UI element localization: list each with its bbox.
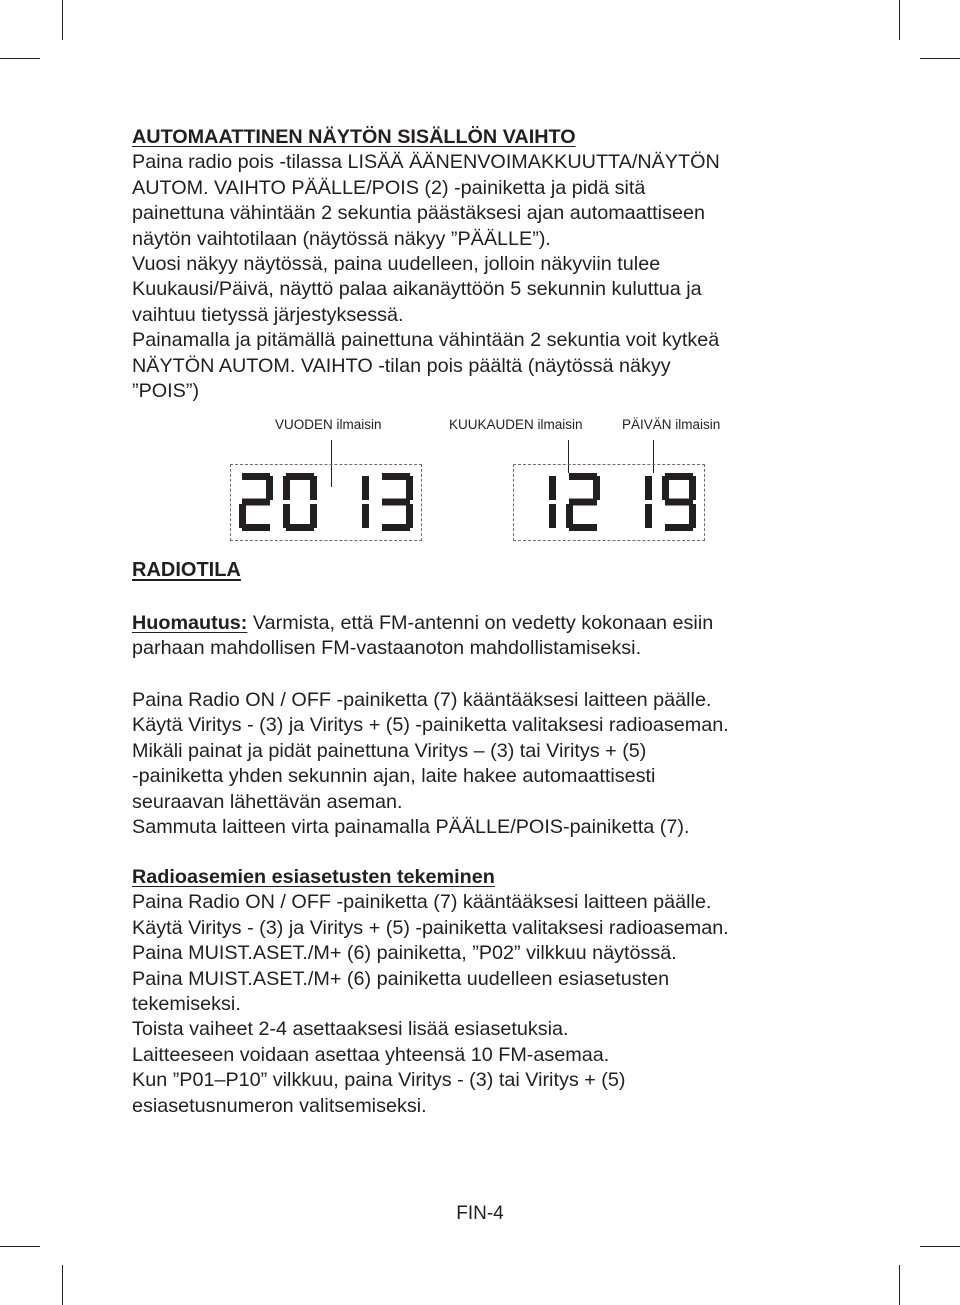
paragraph-line: painettuna vähintään 2 sekuntia päästäksesi ajan automaattiseen [132,202,705,225]
paragraph-line: Mikäli painat ja pidät painettuna Viritys – (3) tai Viritys + (5) [132,739,647,762]
presets-section [132,865,852,1119]
crop-mark [920,58,960,59]
paragraph-line: Sammuta laitteen virta painamalla PÄÄLLE/POIS-painiketta (7). [132,816,690,839]
section-title-radio-mode: RADIOTILA [132,559,241,581]
radio-instructions [132,688,852,840]
paragraph-line: Kun ”P01–P10” vilkkuu, paina Viritys - (3) tai Viritys + (5) [132,1069,626,1092]
section-title-auto-display: AUTOMAATTINEN NÄYTÖN SISÄLLÖN VAIHTO [132,126,576,148]
auto-display-section [132,125,832,404]
paragraph-line: esiasetusnumeron valitsemiseksi. [132,1094,427,1117]
paragraph-line: vaihtuu tietyssä järjestyksessä. [132,303,404,326]
month-indicator-label: KUUKAUDEN ilmaisin [449,417,583,432]
note-paragraph [132,611,852,662]
crop-mark [920,1246,960,1247]
year-lcd-display [230,464,422,541]
paragraph-line: AUTOM. VAIHTO PÄÄLLE/POIS (2) -painiketta ja pidä sitä [132,176,646,199]
paragraph-line: Käytä Viritys - (3) ja Viritys + (5) -painiketta valitaksesi radioaseman. [132,916,729,939]
note-line [132,611,852,636]
page-number: FIN-4 [456,1203,504,1224]
section-title-presets: Radioasemien esiasetusten tekeminen [132,866,495,888]
crop-mark [0,1246,40,1247]
year-seven-segment-digits [231,465,421,540]
crop-mark [0,58,40,59]
paragraph-line: Vuosi näkyy näytössä, paina uudelleen, jolloin näkyviin tulee [132,253,661,276]
paragraph-line: Laitteeseen voidaan asettaa yhteensä 10 FM-asemaa. [132,1043,610,1066]
paragraph-line: Paina MUIST.ASET./M+ (6) painiketta, ”P02” vilkkuu näytössä. [132,942,677,965]
paragraph-line: Paina Radio ON / OFF -painiketta (7) kääntääksesi laitteen päälle. [132,689,712,711]
paragraph-line: Kuukausi/Päivä, näyttö palaa aikanäyttöön 5 sekunnin kuluttua ja [132,278,702,301]
crop-mark [62,1265,63,1305]
paragraph-line: Paina MUIST.ASET./M+ (6) painiketta uudelleen esiasetusten [132,967,670,990]
paragraph-line: Paina radio pois -tilassa LISÄÄ ÄÄNENVOIMAKKUUTTA/NÄYTÖN [132,151,720,174]
month-day-lcd-display [513,464,705,541]
paragraph-line: Painamalla ja pitämällä painettuna vähintään 2 sekuntia voit kytkeä [132,329,720,352]
paragraph-line: Paina Radio ON / OFF -painiketta (7) kääntääksesi laitteen päälle. [132,891,712,914]
paragraph-line: Käytä Viritys - (3) ja Viritys + (5) -painiketta valitaksesi radioaseman. [132,714,729,737]
paragraph-line: -painiketta yhden sekunnin ajan, laite hakee automaattisesti [132,765,656,788]
note-line: parhaan mahdollisen FM-vastaanoton mahdollistamiseksi. [132,637,642,660]
crop-mark [899,1265,900,1305]
paragraph-line: ”POIS”) [132,380,200,403]
day-indicator-label: PÄIVÄN ilmaisin [622,417,721,432]
month-day-seven-segment-digits [514,465,704,540]
paragraph-line: näytön vaihtotilaan (näytössä näkyy ”PÄÄLLE”). [132,227,551,250]
crop-mark [899,0,900,40]
note-text: Varmista, että FM-antenni on vedetty kokonaan esiin [247,612,714,634]
paragraph-line: Toista vaiheet 2-4 asettaaksesi lisää esiasetuksia. [132,1018,569,1041]
paragraph-line: tekemiseksi. [132,993,241,1016]
crop-mark [62,0,63,40]
paragraph-line: NÄYTÖN AUTOM. VAIHTO -tilan pois päältä (näytössä näkyy [132,354,671,377]
note-label: Huomautus: [132,612,248,634]
paragraph-line: seuraavan lähettävän aseman. [132,790,403,813]
year-indicator-label: VUODEN ilmaisin [275,417,382,432]
